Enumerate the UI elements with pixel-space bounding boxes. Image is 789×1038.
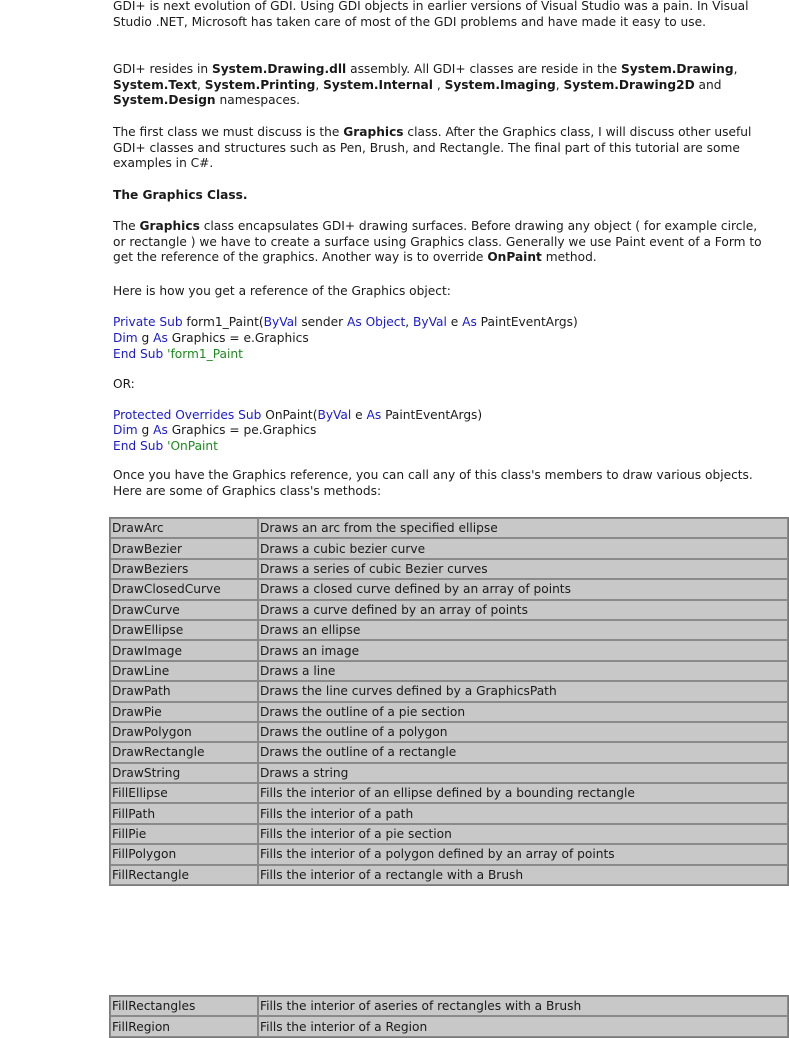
method-name-cell: FillRegion [110, 1016, 258, 1036]
methods-intro-paragraph: Once you have the Graphics reference, you can call any of this class's members to draw various objects. Here are some of Graphics class's methods: [113, 468, 753, 498]
method-desc-cell: Draws the line curves defined by a GraphicsPath [258, 681, 788, 701]
method-name-cell: FillRectangles [110, 996, 258, 1016]
method-desc-cell: Draws a curve defined by an array of points [258, 600, 788, 620]
method-desc-cell: Fills the interior of a pie section [258, 824, 788, 844]
table-row [110, 620, 788, 640]
table-row [110, 722, 788, 742]
method-name-cell: DrawPolygon [110, 722, 258, 742]
table-row [110, 600, 788, 620]
method-name-cell: DrawBezier [110, 538, 258, 558]
method-name-cell: DrawEllipse [110, 620, 258, 640]
first-class-paragraph: The first class we must discuss is the Graphics class. After the Graphics class, I will discuss other useful GDI+ classes and structures such as Pen, Brush, and Rectangle. The final part of this tutorial are some examples in C#. [113, 125, 752, 171]
method-desc-cell: Draws the outline of a pie section [258, 702, 788, 722]
method-name-cell: FillPolygon [110, 844, 258, 864]
method-name-cell: DrawImage [110, 640, 258, 660]
method-desc-cell: Fills the interior of a polygon defined by an array of points [258, 844, 788, 864]
code-line: Dim g As Graphics = pe.Graphics [113, 423, 317, 437]
method-desc-cell: Draws a closed curve defined by an array of points [258, 579, 788, 599]
table-row [110, 783, 788, 803]
graphics-methods-table [109, 517, 789, 886]
method-desc-cell: Draws an ellipse [258, 620, 788, 640]
method-desc-cell: Fills the interior of a Region [258, 1016, 788, 1036]
method-desc-cell: Draws an arc from the specified ellipse [258, 518, 788, 538]
method-desc-cell: Draws a cubic bezier curve [258, 538, 788, 558]
method-name-cell: FillRectangle [110, 865, 258, 885]
method-name-cell: DrawPath [110, 681, 258, 701]
table-row [110, 559, 788, 579]
table-row [110, 742, 788, 762]
table-row [110, 824, 788, 844]
assembly-paragraph: GDI+ resides in System.Drawing.dll assembly. All GDI+ classes are reside in the System.Drawing, System.Text, System.Printing, System.Internal , System.Imaging, System.Drawing2D and System.Design namespaces. [113, 62, 738, 108]
code-line: End Sub 'OnPaint [113, 439, 218, 453]
method-desc-cell: Draws an image [258, 640, 788, 660]
table-row [110, 518, 788, 538]
method-name-cell: DrawCurve [110, 600, 258, 620]
method-desc-cell: Fills the interior of an ellipse defined by a bounding rectangle [258, 783, 788, 803]
method-name-cell: DrawLine [110, 661, 258, 681]
method-desc-cell: Draws a series of cubic Bezier curves [258, 559, 788, 579]
method-desc-cell: Draws a line [258, 661, 788, 681]
method-name-cell: FillPath [110, 803, 258, 823]
method-name-cell: DrawRectangle [110, 742, 258, 762]
method-desc-cell: Draws a string [258, 763, 788, 783]
method-name-cell: DrawClosedCurve [110, 579, 258, 599]
graphics-class-paragraph: The Graphics class encapsulates GDI+ drawing surfaces. Before drawing any object ( for example circle, or rectangle ) we have to create a surface using Graphics class. Generally we use Paint event of a Form to get the reference of the graphics. Another way is to override OnPaint method. [113, 219, 762, 265]
table-row [110, 1016, 788, 1036]
code-line: Private Sub form1_Paint(ByVal sender As Object, ByVal e As PaintEventArgs) [113, 315, 578, 329]
method-desc-cell: Fills the interior of aseries of rectangles with a Brush [258, 996, 788, 1016]
table-row [110, 640, 788, 660]
or-separator: OR: [113, 377, 135, 391]
table-row [110, 996, 788, 1016]
method-name-cell: DrawArc [110, 518, 258, 538]
table-row [110, 538, 788, 558]
graphics-methods-table-continued [109, 995, 789, 1038]
method-name-cell: DrawPie [110, 702, 258, 722]
code-line: Protected Overrides Sub OnPaint(ByVal e As PaintEventArgs) [113, 408, 483, 422]
table-row [110, 865, 788, 885]
table-row [110, 702, 788, 722]
method-name-cell: FillPie [110, 824, 258, 844]
table-row [110, 579, 788, 599]
method-desc-cell: Draws the outline of a rectangle [258, 742, 788, 762]
method-name-cell: FillEllipse [110, 783, 258, 803]
code-line: Dim g As Graphics = e.Graphics [113, 331, 309, 345]
table-row [110, 803, 788, 823]
table-row [110, 681, 788, 701]
table-row [110, 661, 788, 681]
method-name-cell: DrawString [110, 763, 258, 783]
code-line: End Sub 'form1_Paint [113, 347, 243, 361]
method-desc-cell: Fills the interior of a path [258, 803, 788, 823]
method-desc-cell: Fills the interior of a rectangle with a Brush [258, 865, 788, 885]
intro-paragraph: GDI+ is next evolution of GDI. Using GDI objects in earlier versions of Visual Studio was a pain. In Visual Studio .NET, Microsoft has taken care of most of the GDI problems and have made it easy to use. [113, 0, 749, 29]
table-row [110, 763, 788, 783]
table-row [110, 844, 788, 864]
section-heading: The Graphics Class. [113, 188, 248, 202]
method-desc-cell: Draws the outline of a polygon [258, 722, 788, 742]
method-name-cell: DrawBeziers [110, 559, 258, 579]
reference-intro-paragraph: Here is how you get a reference of the Graphics object: [113, 284, 451, 298]
